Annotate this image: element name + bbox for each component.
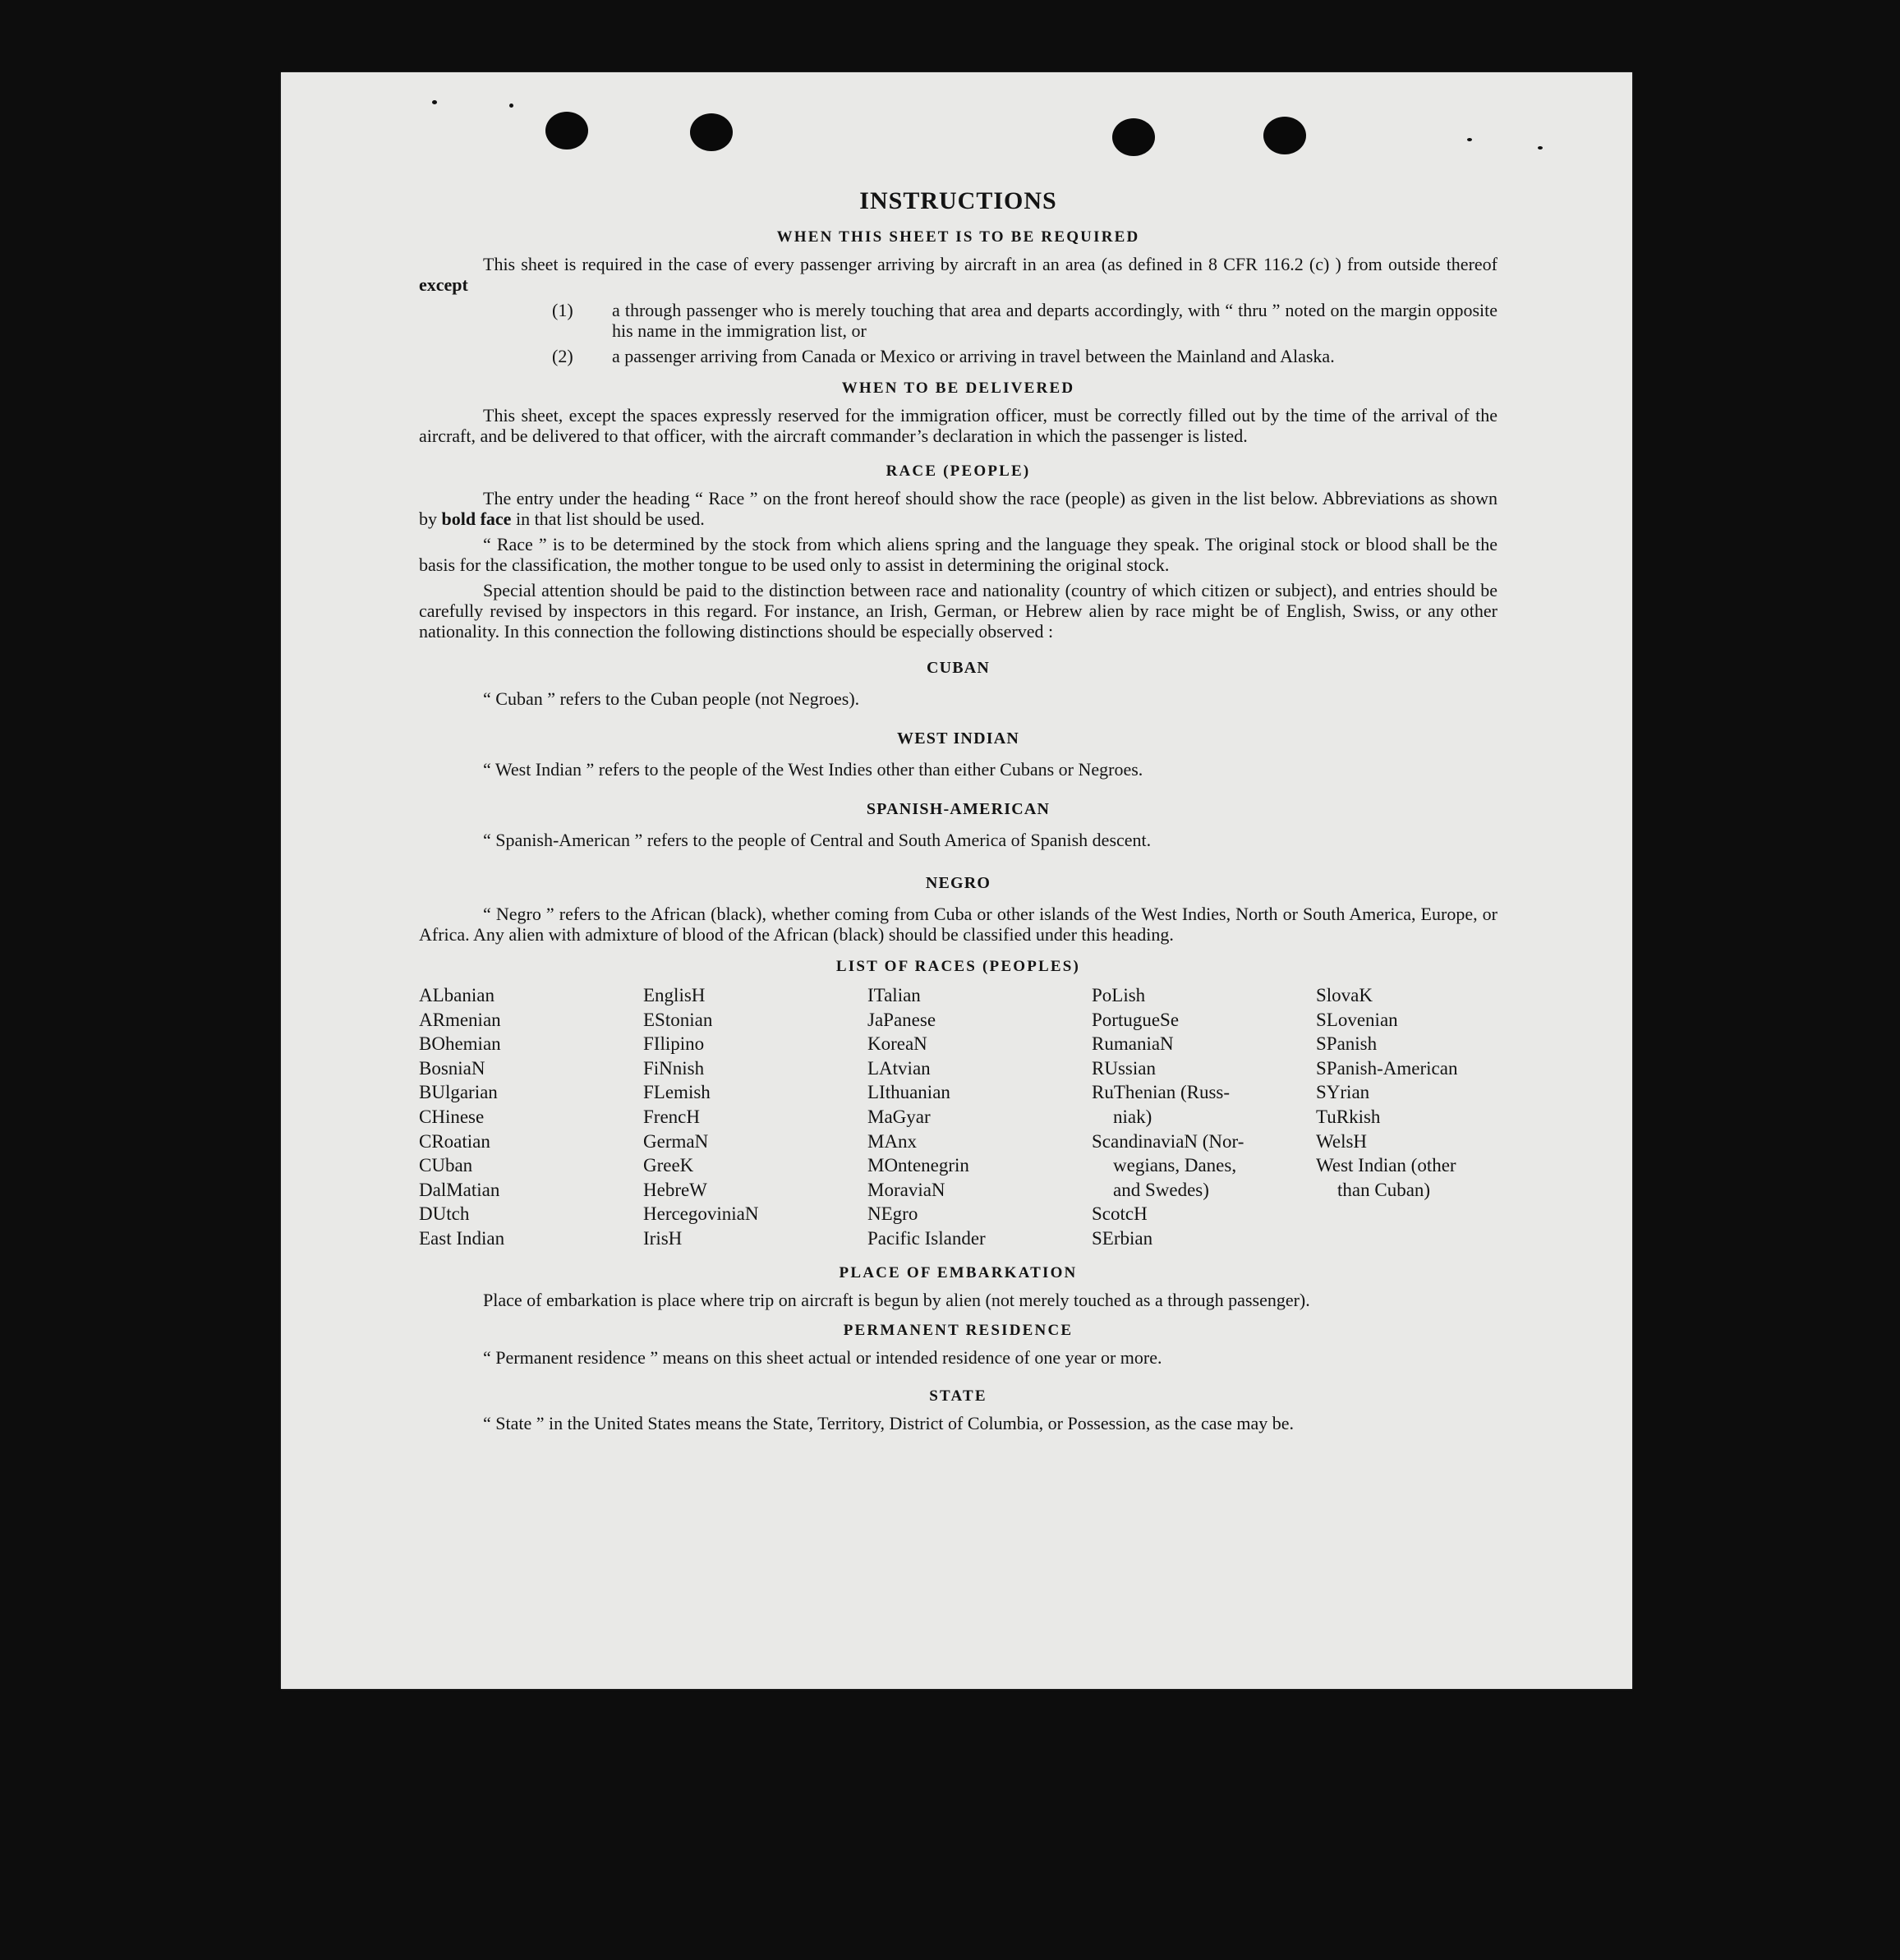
list-item: FrencH [643,1106,700,1127]
section-heading-cuban: CUBAN [926,659,991,677]
west-indian-paragraph: “ West Indian ” refers to the people of the West Indies other than either Cubans or Negroes. [483,759,1143,780]
section-heading-west-indian: WEST INDIAN [897,729,1019,748]
section-heading-negro: NEGRO [925,874,991,892]
races-list [419,983,1497,1251]
list-item: FiNnish [643,1057,705,1079]
list-item: DUtch [419,1203,470,1225]
punch-hole [1263,117,1306,154]
cuban-paragraph: “ Cuban ” refers to the Cuban people (not Negroes). [483,688,860,709]
list-item: WelsH [1316,1130,1368,1152]
list-item: RuThenian (Russ- [1092,1082,1231,1103]
list-item-continuation: niak) [1113,1106,1152,1127]
speck [1538,146,1543,150]
race-paragraph-3: Special attention should be paid to the distinction between race and nationality (country of which citizen or subject), and entries should be carefully revised by inspectors in this regard. For instance, an Irish, German, or Hebrew alien by race might be of English, Swiss, or any other nationality. In this connection the following distinctions should be especially observed : [419,580,1497,642]
list-item: Pacific Islander [867,1227,986,1249]
list-item: BosniaN [419,1057,485,1079]
list-item: FLemish [643,1082,711,1103]
list-item: DalMatian [419,1179,500,1200]
list-item: EStonian [643,1009,713,1030]
list-item: IrisH [643,1227,683,1249]
list-item: ScandinaviaN (Nor- [1092,1130,1244,1152]
punch-hole [690,113,733,151]
required-item-2: (2) a passenger arriving from Canada or Mexico or arriving in travel between the Mainland and Alaska. [552,346,1335,366]
list-item: LAtvian [867,1057,931,1079]
list-item: SPanish-American [1316,1057,1458,1079]
list-item-continuation: wegians, Danes, [1113,1155,1237,1176]
section-heading-state: STATE [929,1387,987,1405]
list-item-continuation: than Cuban) [1337,1179,1431,1200]
list-item: JaPanese [867,1009,936,1030]
list-item: SPanish [1316,1033,1378,1055]
races-column-1 [419,983,643,1251]
list-item: SErbian [1092,1227,1153,1249]
list-item: TuRkish [1316,1106,1381,1127]
section-heading-list-of-races: LIST OF RACES (PEOPLES) [835,958,1081,975]
punch-hole [1112,118,1155,156]
list-item: SlovaK [1316,985,1373,1005]
negro-paragraph: “ Negro ” refers to the African (black), whether coming from Cuba or other islands of the West Indies, North or South America, Europe, or Africa. Any alien with admixture of blood of the African (black) should be classified under this heading. [419,904,1497,945]
speck [509,104,513,108]
page-title: INSTRUCTIONS [859,187,1057,214]
list-item: RumaniaN [1092,1033,1174,1055]
list-item: BUlgarian [419,1082,498,1103]
delivered-paragraph: This sheet, except the spaces expressly reserved for the immigration officer, must be correctly filled out by the time of the arrival of the aircraft, and be delivered to that officer, with the aircraft commander’s declaration in which the passenger is listed. [419,405,1497,446]
state-paragraph: “ State ” in the United States means the State, Territory, District of Columbia, or Possession, as the case may be. [483,1412,1295,1433]
list-item: ARmenian [419,1009,501,1030]
embarkation-paragraph: Place of embarkation is place where trip on aircraft is begun by alien (not merely touched as a through passenger). [483,1289,1310,1310]
list-item: MOntenegrin [867,1155,969,1176]
list-item: East Indian [419,1227,505,1249]
list-item: CUban [419,1155,473,1176]
races-column-4 [1092,983,1316,1251]
list-item: BOhemian [419,1033,501,1055]
required-item-1: (1) a through passenger who is merely touching that area and departs accordingly, with “ thru ” noted on the margin opposite his name in the immigration list, or [552,300,1497,341]
section-heading-race: RACE (PEOPLE) [886,462,1031,480]
list-item: ScotcH [1092,1203,1148,1225]
list-item: HebreW [643,1179,707,1200]
list-item: SYrian [1316,1082,1370,1103]
list-item: PoLish [1092,985,1146,1005]
residence-paragraph: “ Permanent residence ” means on this sheet actual or intended residence of one year or more. [483,1346,1162,1368]
list-item: SLovenian [1316,1009,1398,1030]
list-item: MaGyar [867,1106,931,1127]
list-item: West Indian (other [1316,1155,1456,1176]
list-item: EnglisH [643,985,706,1005]
races-column-2 [643,983,867,1251]
punch-hole [545,112,588,150]
list-item: ITalian [867,985,921,1005]
required-paragraph: This sheet is required in the case of every passenger arriving by aircraft in an area (as defined in 8 CFR 116.2 (c) ) from outside thereof except [419,254,1497,295]
list-item: RUssian [1092,1057,1156,1079]
list-item-continuation: and Swedes) [1113,1179,1209,1200]
list-item: KoreaN [867,1033,927,1055]
races-column-5 [1316,983,1497,1251]
list-item: CRoatian [419,1130,490,1152]
list-item: HercegoviniaN [643,1203,759,1225]
list-item: GermaN [643,1130,709,1152]
speck [432,100,437,104]
list-item: CHinese [419,1106,485,1127]
list-item: MoraviaN [867,1179,945,1200]
section-heading-embarkation: PLACE OF EMBARKATION [839,1263,1078,1281]
section-heading-required: WHEN THIS SHEET IS TO BE REQUIRED [776,228,1140,246]
instructions-text [419,187,1497,1433]
section-heading-residence: PERMANENT RESIDENCE [843,1321,1074,1339]
race-paragraph-1: The entry under the heading “ Race ” on the front hereof should show the race (people) as given in the list below. Abbreviations as shown by bold face in that list should be used. [419,488,1497,529]
race-paragraph-2: “ Race ” is to be determined by the stock from which aliens spring and the language they speak. The original stock or blood shall be the basis for the classification, the mother tongue to be used only to assist in determining the original stock. [419,534,1497,575]
list-item: GreeK [643,1155,694,1176]
list-item: NEgro [867,1203,918,1225]
list-item: PortugueSe [1092,1009,1180,1030]
section-heading-delivered: WHEN TO BE DELIVERED [841,380,1075,397]
list-item: FIlipino [643,1033,705,1055]
spanish-american-paragraph: “ Spanish-American ” refers to the people of Central and South America of Spanish descent. [483,830,1152,850]
list-item: LIthuanian [867,1082,950,1103]
section-heading-spanish-american: SPANISH-AMERICAN [866,800,1051,818]
document-page [281,72,1632,1689]
speck [1467,138,1472,141]
list-item: MAnx [867,1130,918,1152]
list-item: ALbanian [419,985,495,1005]
races-column-3 [867,983,1092,1251]
